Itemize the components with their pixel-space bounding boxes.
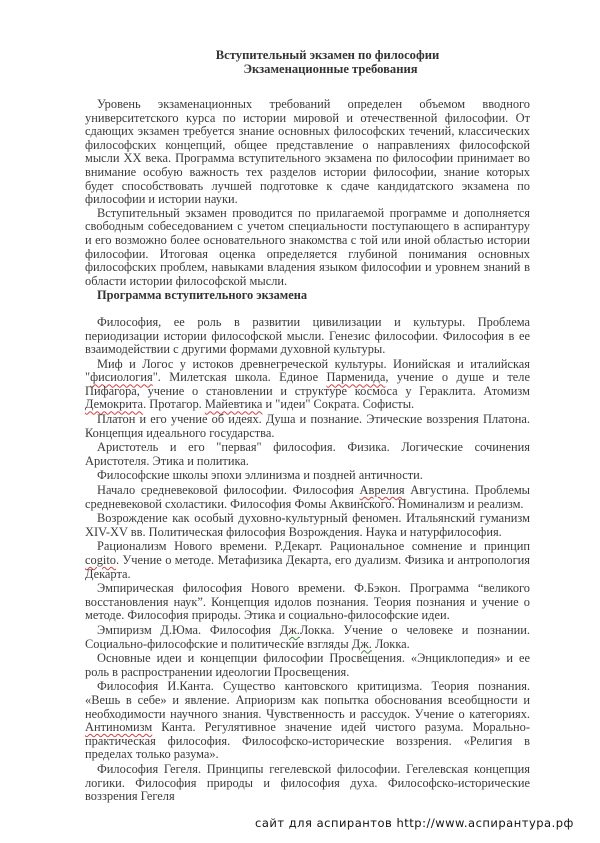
text-run: Локка. Учение о человеке и познании. Социально-философские и политические взгляды <box>85 622 530 651</box>
intro-paragraph: Уровень экзаменационных требований определен объемом вводного университетского курса по истории мировой и отечественной философии. От сдающих экзамен требуется знание основных философских течений, классических философских концепций, общее представление о направлениях философской мысли XX века. Программа вступительного экзамена по философии принимает во внимание особую важность тех разделов истории философии, знание которых будет способствовать лучшей подготовке к сдаче кандидатского экзамена по философии и истории науки. <box>85 97 530 207</box>
misspelled-word: Аврелия <box>359 483 405 498</box>
intro-paragraph: Вступительный экзамен проводится по прилагаемой программе и дополняется свободным собеседованием с учетом специальности поступающего в аспирантуру и его возможно более основательного знакомства с той или иной областью истории философии. Итоговая оценка определяется глубиной понимания основных философских проблем, навыками владения языком философии и уровнем знаний в области истории философской мысли. <box>85 205 530 288</box>
document-title <box>125 48 530 76</box>
text-run: . Учение о методе. Метафизика Декарта, его дуализм. Физика и антропология Декарта. <box>85 553 530 581</box>
program-paragraph <box>85 484 530 511</box>
document-page <box>85 48 530 805</box>
footer-site-link: сайт для аспирантов http://www.аспирантура.рф <box>255 816 574 830</box>
program-paragraph <box>85 540 530 581</box>
text-run: Локка. <box>371 636 410 651</box>
program-paragraph: Философия, ее роль в развитии цивилизации и культуры. Проблема периодизации истории философской мысли. Генезис философии. Философия в ее взаимодействии с другими формами духовной культуры. <box>85 314 530 357</box>
text-run: Августина. Проблемы средневековой схоластики. Философия Фомы Аквинского. Номинализм и реализм. <box>85 483 530 511</box>
misspelled-word: Антиномизм <box>85 720 153 735</box>
title-line-2: Экзаменационные требования <box>243 62 418 76</box>
program-paragraph: Аристотель и его "первая" философия. Физика. Логические сочинения Аристотеля. Этика и политика. <box>85 440 530 468</box>
text-run: , учение о душе и теле Пифагора, учение о становлении и структуре космоса у Гераклита. Атомизм <box>85 370 530 398</box>
program-paragraph: Эмпирическая философия Нового времени. Ф.Бэкон. Программа “великого восстановления наук”. Концепция идолов познания. Теория познания и учение о методе. Философия природы. Этика и социально-философские идеи. <box>85 581 530 623</box>
misspelled-word: cogito <box>85 553 116 567</box>
grammar-flagged-word: Дж. <box>279 622 300 637</box>
title-line-1: Вступительный экзамен по философии <box>215 48 440 62</box>
intro-section <box>85 98 530 288</box>
misspelled-word: фисиология <box>90 370 153 385</box>
program-paragraph: Основные идеи и концепции философии Просвещения. «Энциклопедия» и ее роль в распространении идеологии Просвещения. <box>85 651 530 679</box>
text-run: Эмпиризм Д.Юма. Философия <box>97 622 280 637</box>
program-paragraph: Философские школы эпохи эллинизма и поздней античности. <box>97 468 423 483</box>
text-run: ". Милетская школа. Единое <box>152 370 327 385</box>
program-paragraph <box>85 358 530 412</box>
program-paragraph <box>85 680 530 762</box>
section-heading: Программа вступительного экзамена <box>97 288 308 303</box>
misspelled-word: Майевтика <box>204 397 263 412</box>
text-run: Философия И.Канта. Существо кантовского критицизма. Теория познания. «Вешь в себе» и явление. Априоризм как попытка обоснования всеобщности и необходимости научного знания. Чувственность и рассудок. Учение о категориях. <box>85 679 530 721</box>
grammar-flagged-word: Дж. <box>351 636 372 651</box>
program-paragraph: Платон и его учение об идеях. Душа и познание. Этические воззрения Платона. Концепция идеального государства. <box>85 412 530 440</box>
program-section <box>85 316 530 804</box>
text-run: Миф и Логос у истоков древнегреческой культуры. Ионийская и италийская " <box>85 356 530 385</box>
text-run: Начало средневековой философии. Философия <box>97 483 360 498</box>
program-paragraph: Философия Гегеля. Принципы гегелевской философии. Гегелевская концепция логики. Философия природы и философия духа. Философско-исторические воззрения Гегеля <box>85 761 530 804</box>
text-run: и "идеи" Сократа. Софисты. <box>262 397 415 412</box>
program-paragraph: Возрождение как особый духовно-культурный феномен. Итальянский гуманизм XIV-XV вв. Политическая философия Возрождения. Наука и натурфилософия. <box>85 511 530 539</box>
misspelled-word: Демокрита <box>85 397 144 412</box>
program-paragraph <box>85 624 530 651</box>
text-run: Канта. Регулятивное значение идей чистого разума. Морально-практическая философия. Философско-исторические воззрения. «Религия в пределах только разума». <box>85 720 530 762</box>
text-run: . Протагор. <box>143 397 205 412</box>
misspelled-word: Парменида <box>326 370 386 385</box>
text-run: Рационализм Нового времени. Р.Декарт. Рациональное сомнение и принцип <box>97 539 530 554</box>
